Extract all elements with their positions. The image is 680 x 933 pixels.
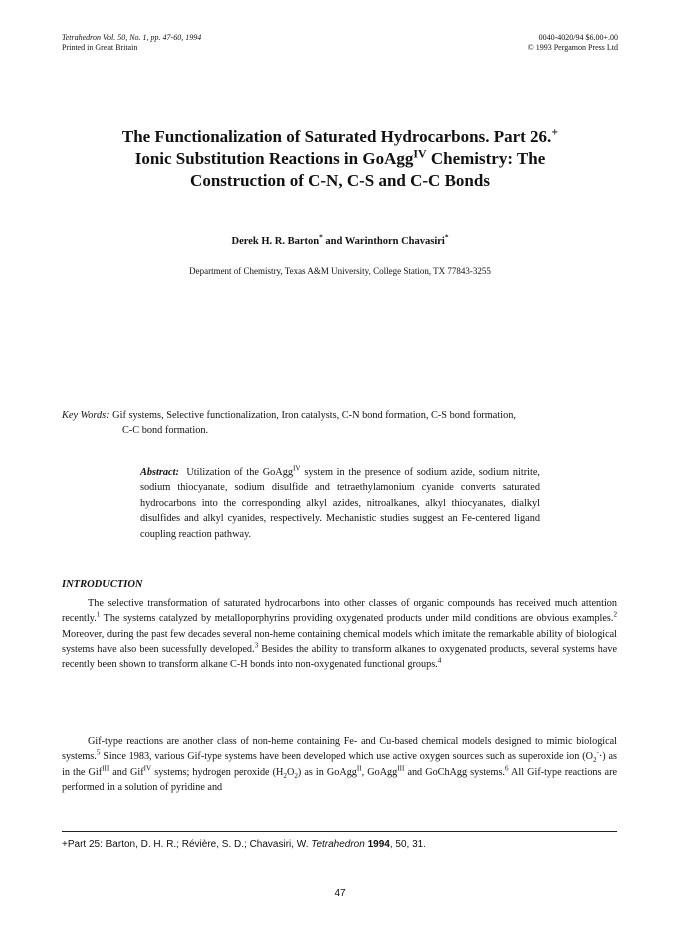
keywords [62,408,622,438]
running-header-right [528,33,618,53]
author-1: Derek H. R. Barton [231,236,320,247]
section-heading: INTRODUCTION [62,579,143,590]
intro-paragraph-1: The selective transformation of saturated hydrocarbons into other classes of organic compounds has received much attention recently.$^1$ The systems catalyzed by metalloporphyrins providing oxygenated products under mild conditions are obvious examples.$^2$ Moreover, during the past few decades several non-heme containing chemical models which imitate the remarkable ability of biological systems have also been sucessfully developed.$^3$ Besides the ability to transform alkanes to oxygenated products, several systems have recently been shown to transform alkane C-H bonds into non-oxygenated functional groups.$^4$ [62,598,617,671]
author-list: Derek H. R. Barton* and Warinthorn Chavasiri* [231,232,449,247]
paper-title [40,126,640,192]
footnote: +Part 25: Barton, D. H. R.; Révière, S. D.; Chavasiri, W. Tetrahedron 1994, 50, 31. [62,839,426,850]
keywords-text-1: Gif systems, Selective functionalization, Iron catalysts, C-N bond formation, C-S bond formation, [109,410,516,421]
affiliation: Department of Chemistry, Texas A&M University, College Station, TX 77843-3255 [189,266,491,276]
title-line-1: The Functionalization of Saturated Hydrocarbons. Part 26.+ [121,124,559,146]
intro-paragraph-2: Gif-type reactions are another class of non-heme containing Fe- and Cu-based chemical models designed to mimic biological systems.$^5$ Since 1983, various Gif-type systems have been developed which use active oxygen sources such as superoxide ion $(O_2^-\cdot)$ as in the Gif$^{III}$ and Gif$^{IV}$ systems; hydrogen peroxide $(H_2O_2)$ as in GoAgg$^{II}$, GoAgg$^{III}$ and GoChAgg systems.$^6$ All Gif-type reactions are performed in a solution of pyridine and [62,736,617,793]
printed-location: Printed in Great Britain [62,43,138,52]
running-header-left [62,33,201,53]
journal-citation: Tetrahedron Vol. 50, No. 1, pp. 47-60, 1994 [62,33,202,42]
keywords-label: Key Words: [62,410,110,421]
abstract-label: Abstract: [140,467,179,478]
title-line-2: Ionic Substitution Reactions in GoAgg$^{IV}$ Chemistry: The [134,146,546,168]
copyright-line: © 1993 Pergamon Press Ltd [527,43,618,52]
abstract: Abstract: Utilization of the GoAgg$^{IV}$ system in the presence of sodium azide, sodium nitrite, sodium thiocyanate, sodium disulfide and tetraethylamonium cyanide converts saturated hydrocarbons into the corresponding alkyl azides, nitroalkanes, alkyl thiocyanates, dialkyl disulfides and alkyl cyanides, respectively. Mechanistic studies suggest an Fe-centered ligand coupling reaction pathway. [140,464,540,540]
footnote-divider [62,831,617,832]
issn-price: 0040-4020/94 $6.00+.00 [538,33,618,42]
title-line-3: Construction of C-N, C-S and C-C Bonds [190,171,490,190]
page-number: 47 [334,888,346,899]
author-2: Warinthorn Chavasiri [344,236,445,247]
keywords-text-2: C-C bond formation. [122,425,209,436]
